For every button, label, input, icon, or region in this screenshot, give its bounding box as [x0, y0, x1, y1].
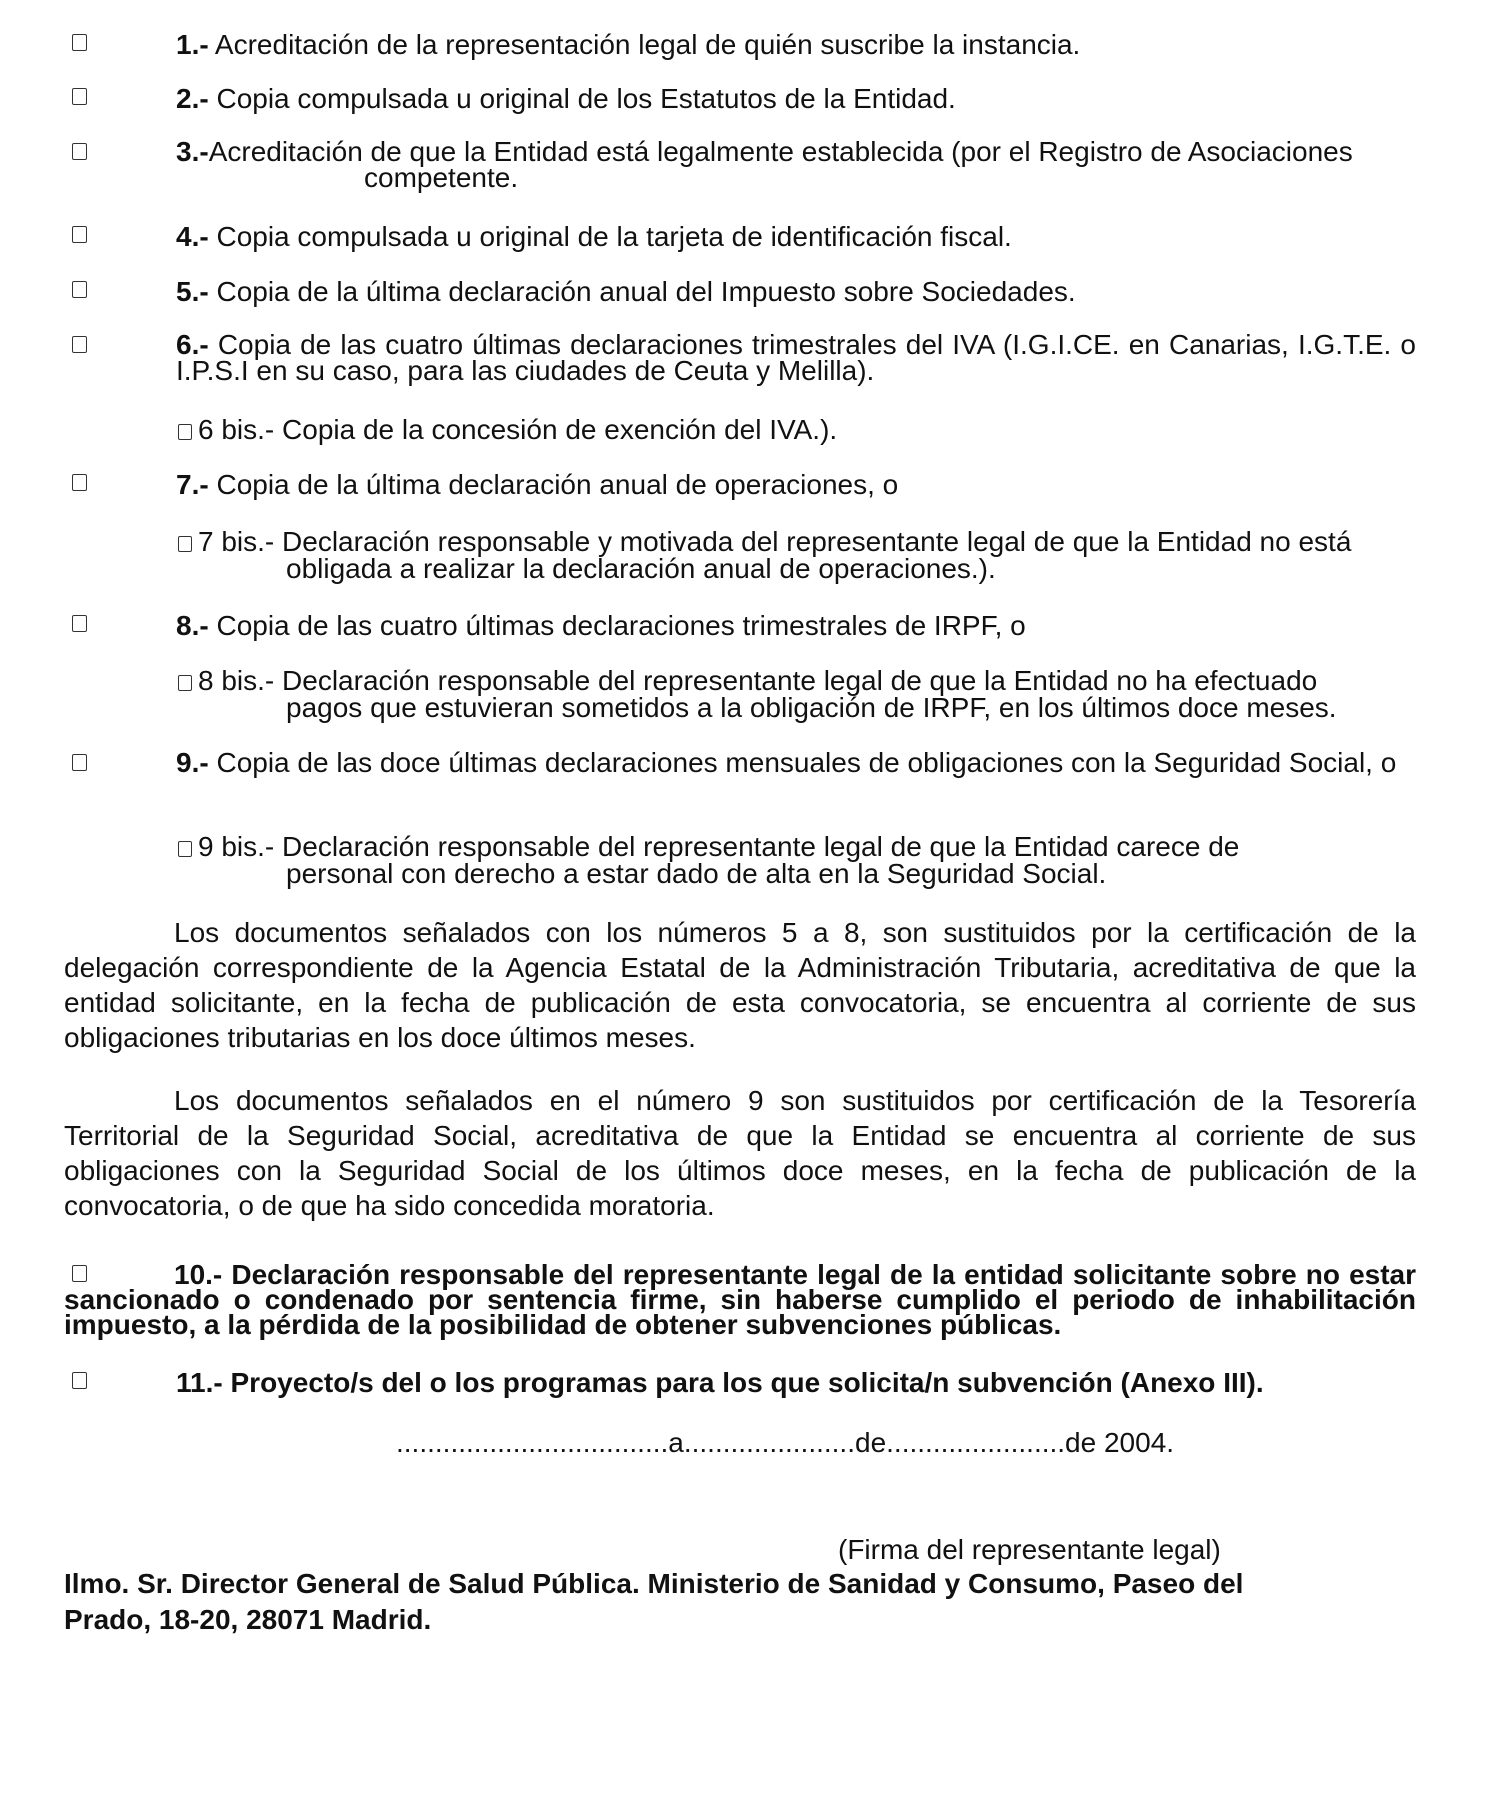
signature-label: (Firma del representante legal) — [838, 1534, 1221, 1565]
checklist-item-10 — [64, 1259, 1416, 1340]
checkbox-7-bis[interactable] — [178, 536, 192, 552]
paragraph-social-security-certification: Los documentos señalados en el número 9 son sustituidos por certificación de la Tesorería Territorial de la Seguridad Social, acreditativa de que la Entidad se encuentra al corriente de sus obligaciones con la Seguridad Social de los últimos doce meses, en la fecha de publicación de la convocatoria, o de que ha sido concedida moratoria. — [64, 1085, 1416, 1221]
item-number: 3.- — [176, 136, 209, 167]
checkbox-7[interactable] — [72, 474, 87, 491]
subitem-text: 7 bis.- Declaración responsable y motivada del representante legal de que la Entidad no está — [198, 526, 1352, 557]
item-number: 6.- — [176, 329, 209, 360]
checkbox-5[interactable] — [72, 281, 87, 298]
checkbox-1[interactable] — [72, 34, 87, 51]
item-number: 11 — [176, 1367, 206, 1398]
item-text: Acreditación de que la Entidad está legalmente establecida (por el Registro de Asociaciones — [208, 136, 1353, 167]
subitem-text-continuation: personal con derecho a estar dado de alta en la Seguridad Social. — [286, 858, 1107, 889]
item-text: .- Proyecto/s del o los programas para los que solicita/n subvención (Anexo III). — [205, 1367, 1264, 1398]
date-line: ...................................a......................de.......................de 2004. — [396, 1427, 1175, 1458]
checkbox-10[interactable] — [72, 1265, 87, 1282]
item-text: Copia compulsada u original de la tarjeta de identificación fiscal. — [216, 221, 1012, 252]
checkbox-6[interactable] — [72, 336, 87, 353]
checkbox-9-bis[interactable] — [178, 841, 192, 857]
item-number: 8.- — [176, 610, 209, 641]
item-number: 9.- — [176, 747, 209, 778]
checkbox-11[interactable] — [72, 1372, 87, 1389]
subitem-7-bis — [178, 528, 1416, 582]
item-text: Copia de la última declaración anual de operaciones, o — [216, 469, 899, 500]
checkbox-8[interactable] — [72, 615, 87, 632]
item-number: 4.- — [176, 221, 209, 252]
item-number: 1.- — [176, 29, 209, 60]
item-text: Copia de la última declaración anual del Impuesto sobre Sociedades. — [216, 276, 1076, 307]
subitem-text-continuation: pagos que estuvieran sometidos a la obligación de IRPF, en los últimos doce meses. — [286, 692, 1337, 723]
subitem-6-bis — [178, 415, 1416, 444]
subitem-text: 8 bis.- Declaración responsable del representante legal de que la Entidad no ha efectuado — [198, 665, 1318, 696]
subitem-8-bis — [178, 667, 1416, 721]
addressee-line-2: Prado, 18-20, 28071 Madrid. — [64, 1604, 432, 1635]
checkbox-8-bis[interactable] — [178, 675, 192, 691]
item-10-text: 10.- Declaración responsable del representante legal de la entidad solicitante sobre no estar sancionado o condenado por sentencia firme, sin haberse cumplido el periodo de inhabilitación impuesto, a la pérdida de la posibilidad de obtener subvenciones públicas. — [64, 1259, 1416, 1340]
addressee — [64, 1566, 1404, 1638]
paragraph-tax-certification: Los documentos señalados con los números 5 a 8, son sustituidos por la certificación de la delegación correspondiente de la Agencia Estatal de la Administración Tributaria, acreditativa de que la entidad solicitante, en la fecha de publicación de esta convocatoria, se encuentra al corriente de sus obligaciones tributarias en los doce últimos meses. — [64, 917, 1416, 1053]
subitem-text: 9 bis.- Declaración responsable del representante legal de que la Entidad carece de — [198, 831, 1240, 862]
subitem-9-bis — [178, 833, 1416, 887]
item-text: Copia de las cuatro últimas declaraciones trimestrales del IVA (I.G.I.CE. en Canarias, I.G.T.E. o I.P.S.I en su caso, para las ciudades de Ceuta y Melilla). — [176, 329, 1417, 386]
item-text: Copia de las cuatro últimas declaraciones trimestrales de IRPF, o — [216, 610, 1026, 641]
item-text-continuation: competente. — [364, 162, 519, 193]
item-text: Copia compulsada u original de los Estatutos de la Entidad. — [216, 83, 956, 114]
checkbox-6-bis[interactable] — [178, 424, 192, 440]
item-text: Copia de las doce últimas declaraciones mensuales de obligaciones con la Seguridad Social, o — [216, 747, 1397, 778]
item-number: 2.- — [176, 83, 209, 114]
checkbox-9[interactable] — [72, 754, 87, 771]
checkbox-2[interactable] — [72, 88, 87, 105]
item-text: Acreditación de la representación legal de quién suscribe la instancia. — [214, 29, 1081, 60]
subitem-text: 6 bis.- Copia de la concesión de exención del IVA.). — [198, 414, 838, 445]
item-number: 7.- — [176, 469, 209, 500]
checkbox-4[interactable] — [72, 226, 87, 243]
subitem-text-continuation: obligada a realizar la declaración anual de operaciones.). — [286, 553, 996, 584]
checkbox-3[interactable] — [72, 143, 87, 160]
item-number: 5.- — [176, 276, 209, 307]
addressee-line-1: Ilmo. Sr. Director General de Salud Pública. Ministerio de Sanidad y Consumo, Paseo del — [64, 1568, 1244, 1599]
